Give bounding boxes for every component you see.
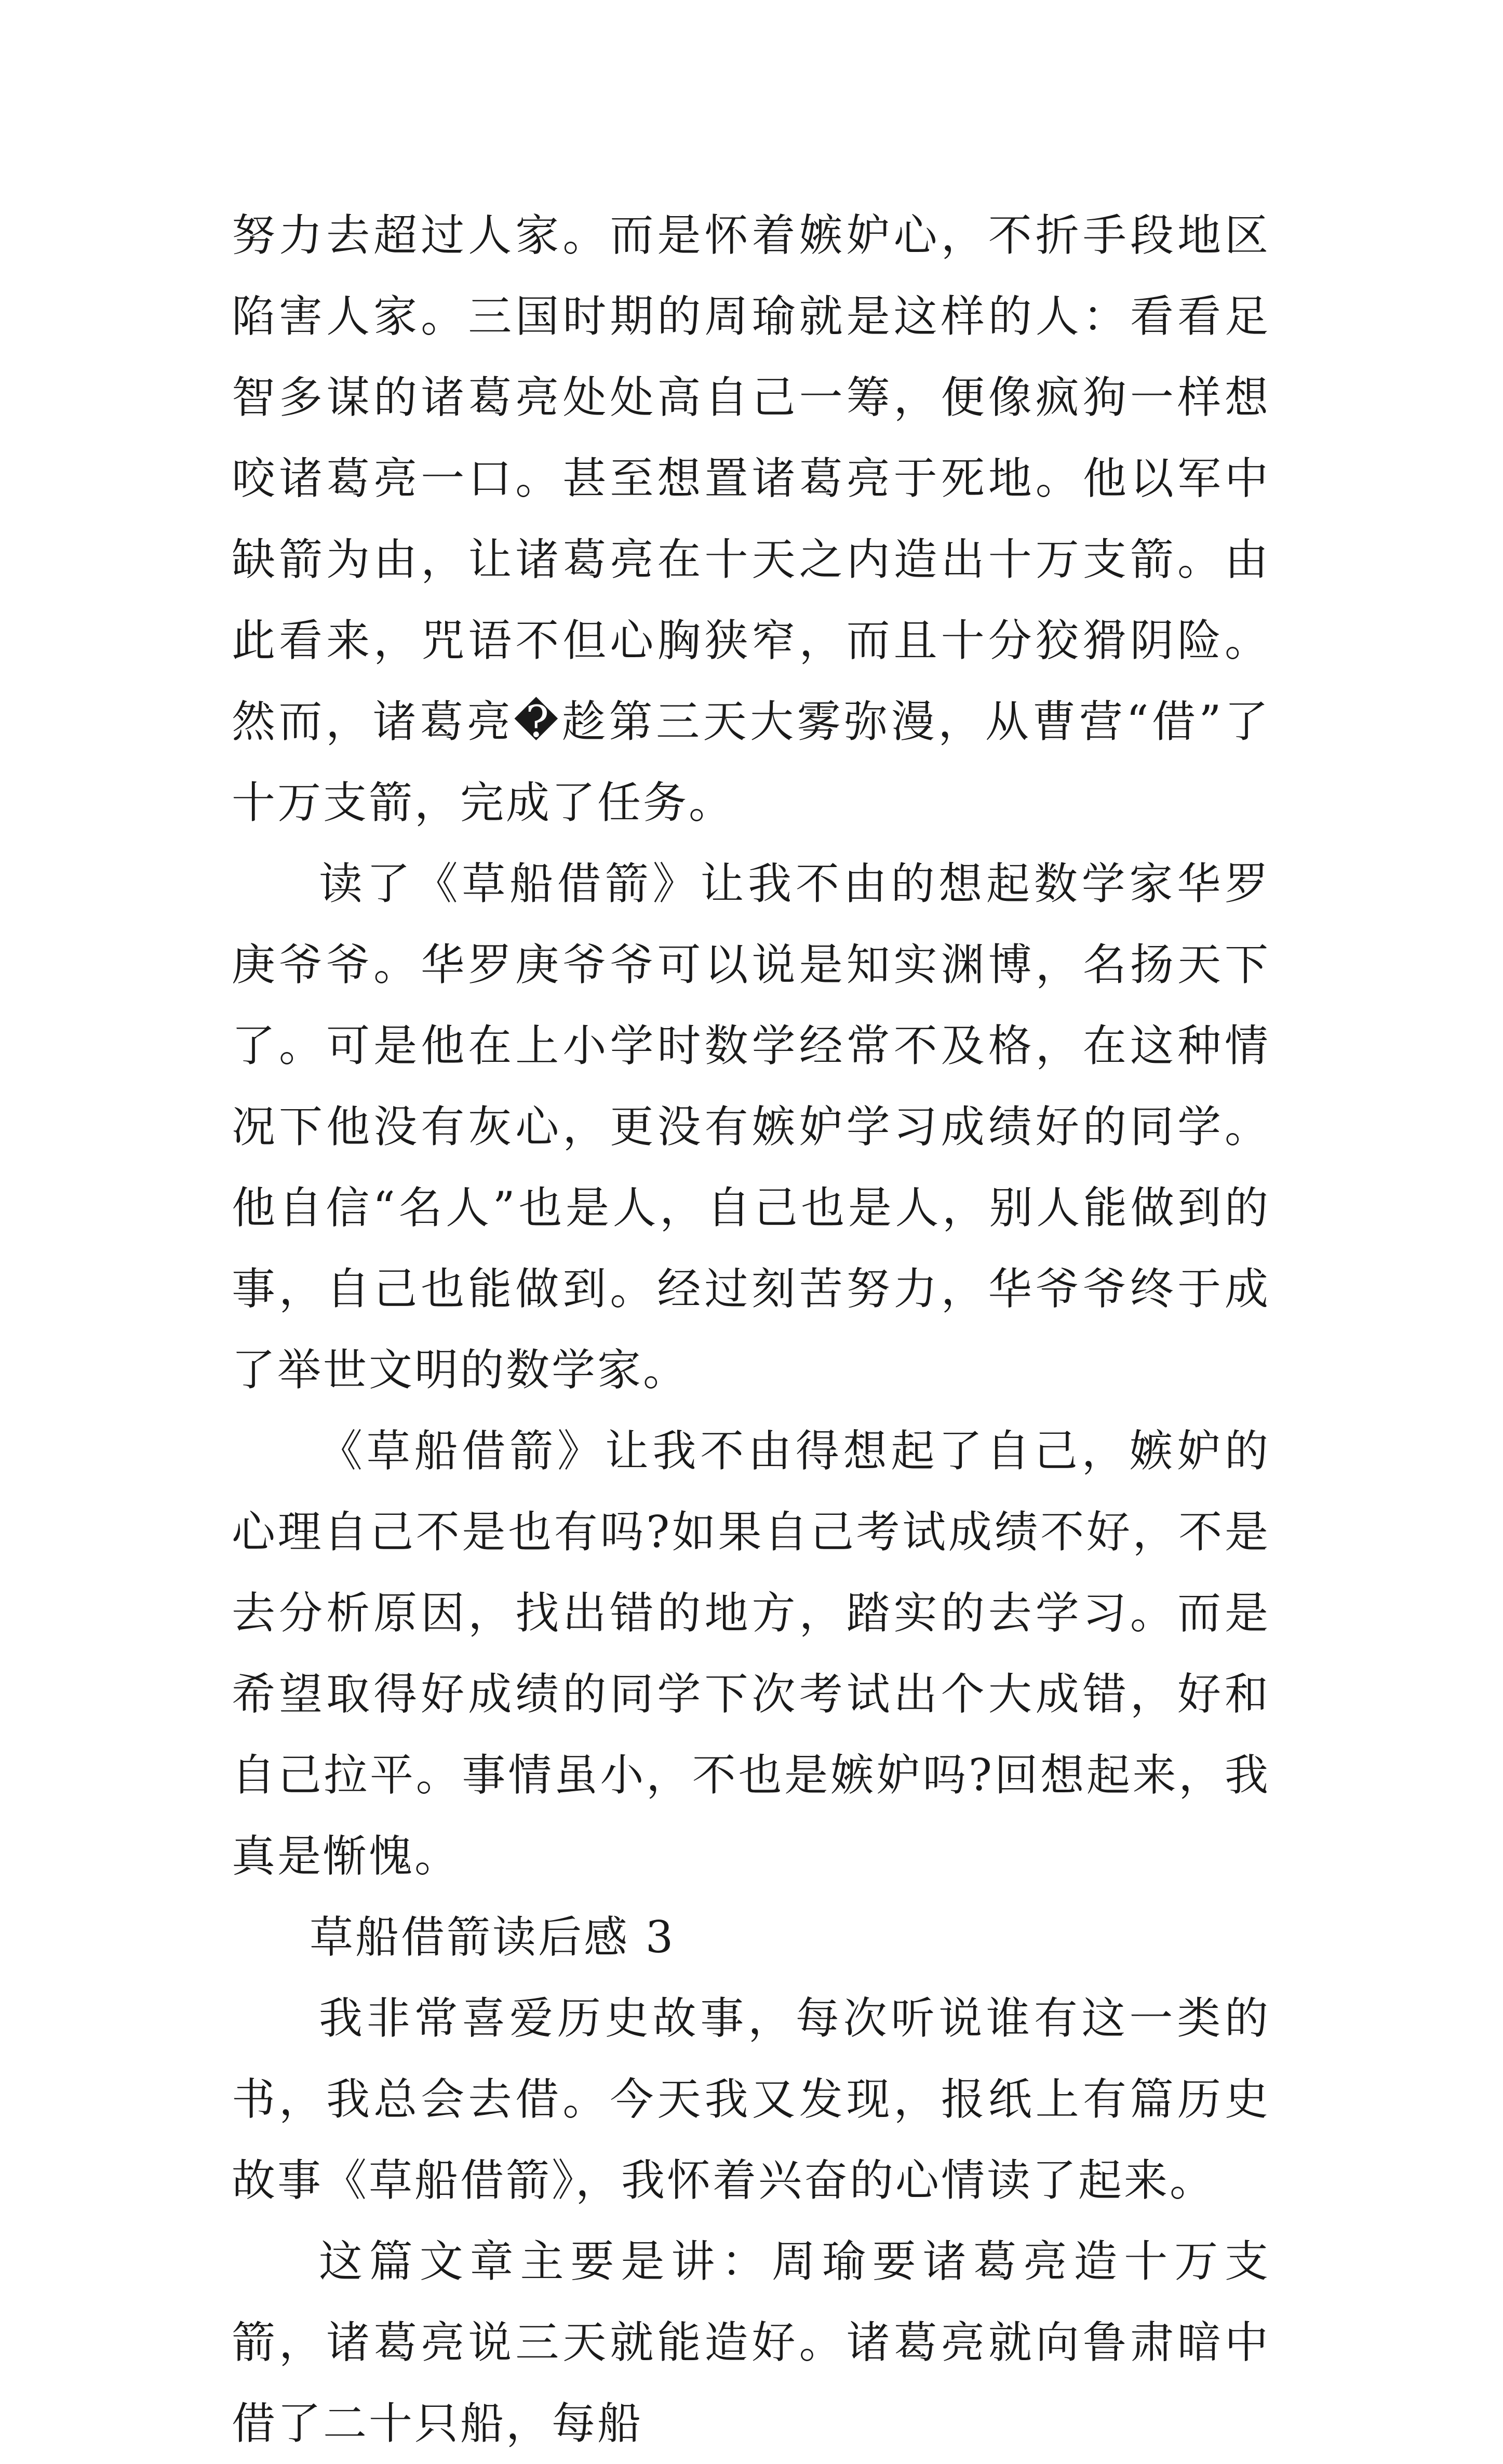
paragraph-summary: 这篇文章主要是讲：周瑜要诸葛亮造十万支箭，诸葛亮说三天就能造好。诸葛亮就向鲁肃暗中借了二十只船，每船	[232, 2236, 1270, 2449]
paragraph-continuation: 努力去超过人家。而是怀着嫉妒心，不折手段地区陷害人家。三国时期的周瑜就是这样的人：看看足智多谋的诸葛亮处处高自己一筹，便像疯狗一样想咬诸葛亮一口。甚至想置诸葛亮于死地。他以军中缺箭为由，让诸葛亮在十天之内造出十万支箭。由此看来，咒语不但心胸狭窄，而且十分狡猾阴险。然而，诸葛亮�趁第三天大雾弥漫，从曹营“借”了十万支箭，完成了任务。	[232, 210, 1270, 828]
body-text	[232, 195, 1270, 2464]
section-heading: 草船借箭读后感 3	[310, 1912, 676, 1963]
paragraph-hua-luogeng: 读了《草船借箭》让我不由的想起数学家华罗庚爷爷。华罗庚爷爷可以说是知实渊博，名扬天下了。可是他在上小学时数学经常不及格，在这种情况下他没有灰心，更没有嫉妒学习成绩好的同学。他自信“名人”也是人，自己也是人，别人能做到的事，自己也能做到。经过刻苦努力，华爷爷终于成了举世文明的数学家。	[232, 858, 1270, 1395]
paragraph-history-stories: 我非常喜爱历史故事，每次听说谁有这一类的书，我总会去借。今天我又发现，报纸上有篇历史故事《草船借箭》，我怀着兴奋的心情读了起来。	[232, 1993, 1270, 2206]
paragraph-self-reflection: 《草船借箭》让我不由得想起了自己，嫉妒的心理自己不是也有吗?如果自己考试成绩不好，不是去分析原因，找出错的地方，踏实的去学习。而是希望取得好成绩的同学下次考试出个大成错，好和自己拉平。事情虽小，不也是嫉妒吗?回想起来，我真是惭愧。	[232, 1426, 1270, 1882]
